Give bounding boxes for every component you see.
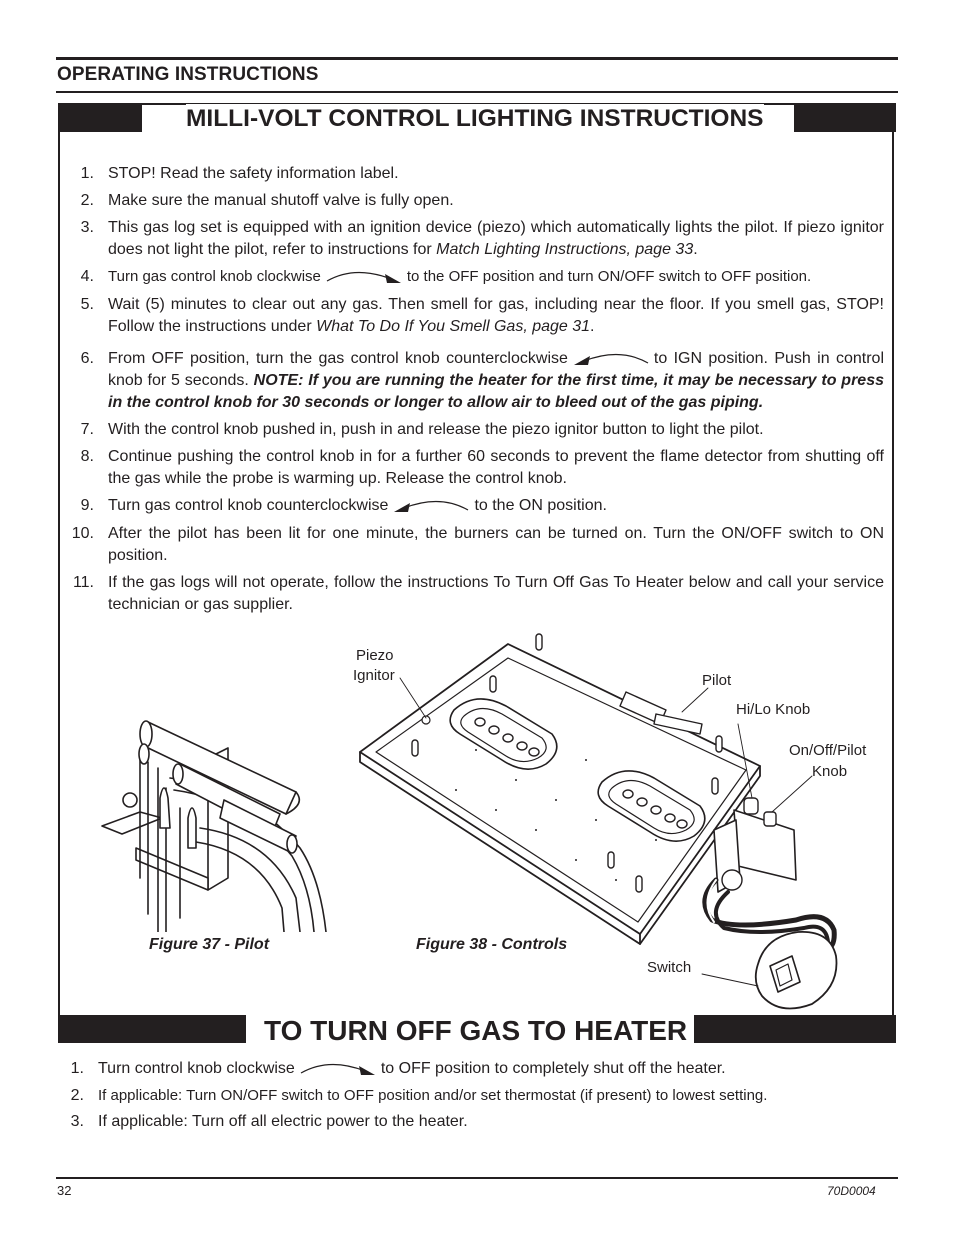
header-underline [56,91,898,93]
list-item [62,1058,884,1085]
step-number: 3. [80,219,94,236]
clockwise-arrow-icon [299,1061,377,1077]
step-text: If applicable: Turn ON/OFF switch to OFF position and/or set thermostat (if present) to lowest setting. [98,1087,768,1104]
step-number: 7. [80,421,94,438]
list-item [62,1111,884,1137]
pilot-label: Pilot [702,672,732,689]
list-item [62,348,884,419]
step-text: Wait (5) minutes to clear out any gas. Then smell for gas, including near the floor. If you smell gas, STOP! Follow the instructions under What To Do If You Smell Gas, page 31. [108,296,884,335]
controls-illustration [356,630,846,1015]
top-rule [56,57,898,60]
step-text: Make sure the manual shutoff valve is fully open. [108,192,454,209]
list-item [62,1085,884,1111]
page-number: 32 [57,1183,72,1198]
step-number: 8. [80,448,94,465]
step-number: 5. [80,296,94,313]
list-item [62,217,884,266]
step-text: This gas log set is equipped with an ignition device (piezo) which automatically lights the pilot. If piezo ignitor does not light the pilot, refer to instructions for Match Lighting Instructions, page 33. [108,219,884,258]
figure-37-caption: Figure 37 - Pilot [149,936,270,953]
piezo-label: Piezo [356,647,394,664]
list-item [62,495,884,523]
clockwise-arrow-icon [325,269,403,285]
list-item [62,266,884,294]
figure-38-caption: Figure 38 - Controls [416,936,568,953]
step-text: Turn gas control knob clockwise to the OFF position and turn ON/OFF switch to OFF position. [108,268,812,285]
step-text: If applicable: Turn off all electric power to the heater. [98,1113,468,1130]
step-text: If the gas logs will not operate, follow the instructions To Turn Off Gas To Heater below and call your service technician or gas supplier. [108,574,884,613]
list-item [62,163,884,190]
step-number: 1. [70,1060,84,1077]
list-item [62,523,884,572]
step-text: STOP! Read the safety information label. [108,165,399,182]
turn-off-steps [62,1058,884,1137]
step-text: After the pilot has been lit for one minute, the burners can be turned on. Turn the ON/OFF switch to ON position. [108,525,884,564]
lighting-steps [62,163,884,621]
step-text: Continue pushing the control knob in for a further 60 seconds to prevent the flame detector from shutting off the gas while the probe is warming up. Release the control knob. [108,448,884,487]
list-item [62,190,884,217]
step-number: 4. [80,268,94,285]
step-number: 2. [70,1087,84,1104]
ignitor-label: Ignitor [353,667,395,684]
document-code: 70D0004 [827,1184,876,1198]
list-item [62,446,884,495]
step-number: 1. [80,165,94,182]
section-header: OPERATING INSTRUCTIONS [57,64,319,85]
hilo-knob-label: Hi/Lo Knob [736,701,811,718]
footer-rule [56,1177,898,1179]
pilot-illustration [100,718,332,932]
step-number: 2. [80,192,94,209]
step-text: Turn gas control knob counterclockwise to the ON position. [108,497,607,514]
list-item [62,572,884,621]
step-text: From OFF position, turn the gas control knob counterclockwise to IGN position. Push in control knob for 5 seconds. NOTE: If you are running the heater for the first time, it may be necessary to press in the control knob for 30 seconds or longer to allow air to bleed out of the gas piping. [108,350,884,411]
banner-bar-right [794,103,896,132]
counterclockwise-arrow-icon [572,351,650,367]
turn-off-bar-left [58,1015,246,1043]
list-item [62,294,884,348]
step-number: 11. [72,574,94,591]
step-text: With the control knob pushed in, push in and release the piezo ignitor button to light the pilot. [108,421,764,438]
knob-label: Knob [812,763,848,780]
list-item [62,419,884,446]
step-number: 6. [80,350,94,367]
onoff-pilot-label: On/Off/Pilot [789,742,867,759]
turn-off-title: TO TURN OFF GAS TO HEATER [264,1013,687,1049]
step-number: 9. [80,497,94,514]
step-number: 3. [70,1113,84,1130]
banner-bar-left [58,103,142,132]
counterclockwise-arrow-icon [392,498,470,514]
turn-off-bar-right [694,1015,896,1043]
step-text: Turn control knob clockwise to OFF position to completely shut off the heater. [98,1060,726,1077]
switch-label: Switch [647,959,692,976]
lighting-title: MILLI-VOLT CONTROL LIGHTING INSTRUCTIONS [186,105,764,132]
step-number: 10. [71,525,94,542]
